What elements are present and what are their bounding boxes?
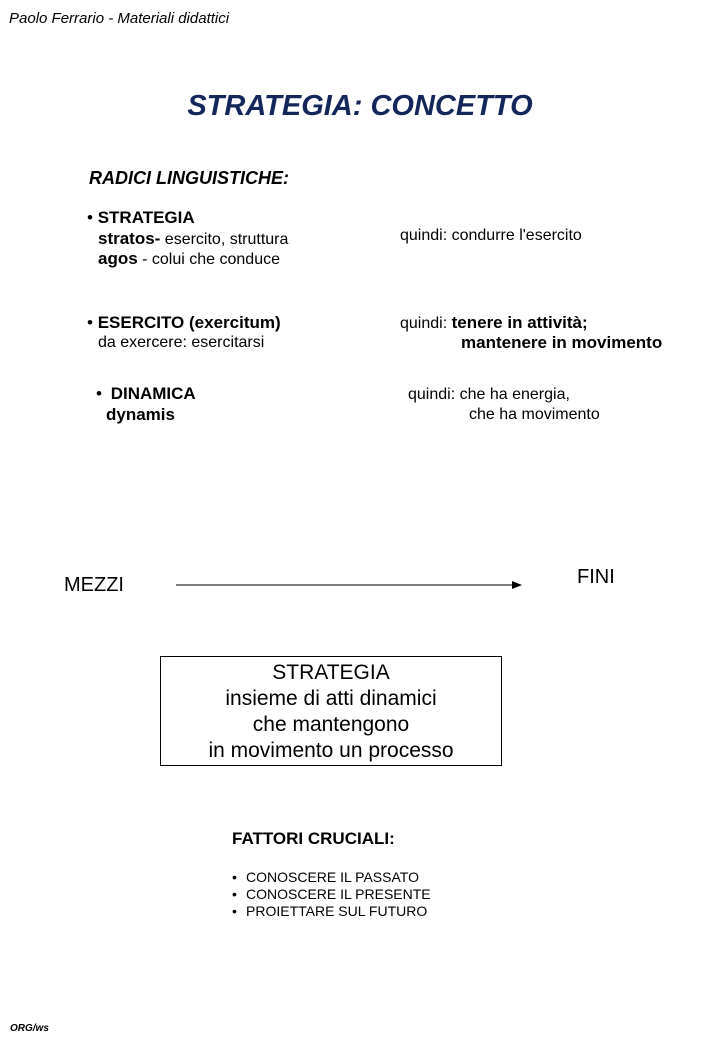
esercito-derivation: da exercere: esercitarsi [98, 334, 265, 351]
definition-line: che mantengono [252, 713, 410, 736]
dinamica-quindi [408, 385, 570, 405]
agos-term: agos [98, 249, 138, 268]
factors-list [232, 869, 431, 920]
definition-line: STRATEGIA [272, 661, 390, 684]
strategia-term: STRATEGIA [97, 208, 195, 227]
mezzi-label: MEZZI [64, 574, 124, 596]
header-author: Paolo Ferrario - Materiali didattici [9, 10, 230, 27]
strategia-quindi-text: condurre l'esercito [447, 227, 582, 244]
esercito-quindi [400, 313, 588, 334]
stratos-definition: esercito, struttura [160, 231, 289, 248]
esercito-term-line [87, 313, 281, 333]
agos-definition: - colui che conduce [137, 251, 280, 268]
stratos-term: stratos- [98, 229, 161, 248]
definition-line: insieme di atti dinamici [225, 687, 437, 710]
definition-line: in movimento un processo [208, 739, 454, 762]
esercito-term: ESERCITO (exercitum) [97, 313, 281, 332]
list-item: • CONOSCERE IL PRESENTE [232, 886, 431, 903]
esercito-quindi-line2: mantenere in movimento [461, 333, 663, 352]
page-title: STRATEGIA: CONCETTO [187, 90, 533, 122]
stratos-line [98, 229, 288, 250]
agos-line [98, 249, 280, 270]
footer-code: ORG/ws [10, 1023, 49, 1034]
list-item: • CONOSCERE IL PASSATO [232, 869, 431, 886]
dinamica-quindi-line2: che ha movimento [469, 406, 600, 423]
factors-heading: FATTORI CRUCIALI: [232, 829, 395, 848]
quindi-label: quindi: [400, 315, 448, 332]
strategia-quindi [400, 226, 582, 246]
dinamica-quindi-line1: che ha energia, [459, 386, 570, 403]
quindi-label: quindi: [400, 227, 448, 244]
quindi-label: quindi: [408, 386, 456, 403]
fini-label: FINI [577, 566, 615, 588]
strategia-term-line [87, 208, 195, 228]
arrow-right-icon [176, 577, 524, 593]
list-item: • PROIETTARE SUL FUTURO [232, 903, 431, 920]
bullet: • [96, 384, 102, 403]
bullet: • [87, 313, 93, 332]
dinamica-term: DINAMICA [110, 384, 196, 403]
esercito-quindi-line1: tenere in attività; [451, 313, 588, 332]
roots-heading: RADICI LINGUISTICHE: [89, 168, 289, 188]
dinamica-root: dynamis [106, 405, 175, 424]
dinamica-term-line [96, 384, 196, 404]
definition-box [160, 656, 502, 766]
bullet: • [87, 208, 93, 227]
